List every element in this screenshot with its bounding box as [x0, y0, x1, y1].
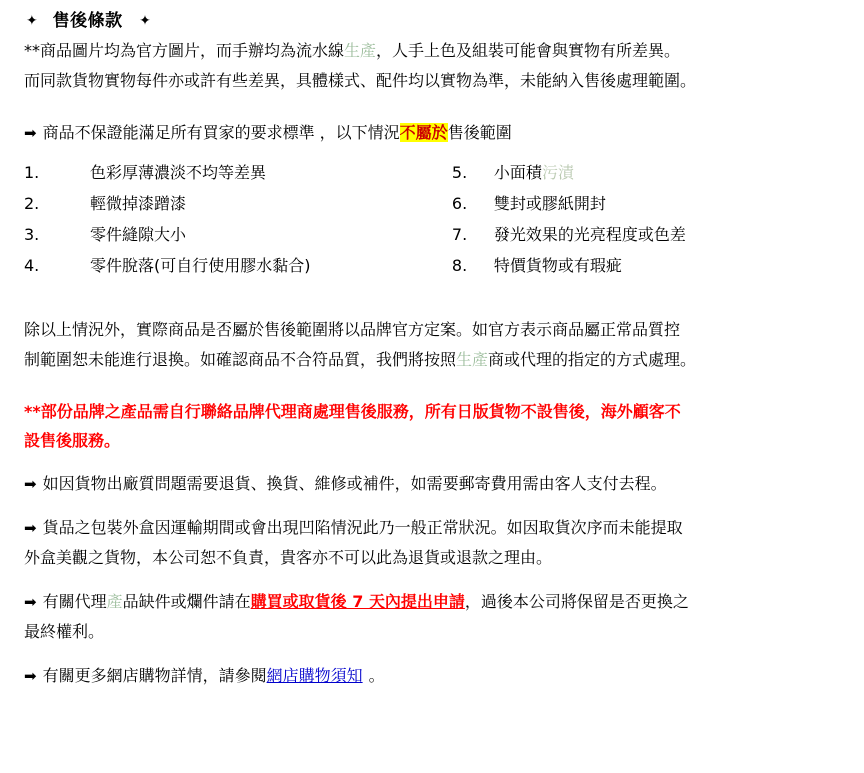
- policy-line2-a: 制範圍恕未能進行退換。如確認商品不合符品質，我們將按照: [24, 350, 457, 369]
- list-item-label: 發光效果的光亮程度或色差: [493, 225, 686, 244]
- list-item: [24, 188, 452, 219]
- list-item: [24, 250, 452, 281]
- policy-line2-b: 商或代理的指定的方式處理。: [488, 350, 697, 369]
- list-item-label: 色彩厚薄濃淡不均等差異: [90, 163, 267, 182]
- spacer: [24, 375, 850, 397]
- list-item-number: 7.: [451, 225, 468, 244]
- list-item: [452, 188, 850, 219]
- diamond-left-icon: ✦: [26, 13, 39, 29]
- note-package-condition: [24, 513, 850, 573]
- policy-paragraph: [24, 315, 850, 375]
- note-agent-missing-parts: [24, 587, 850, 647]
- exclusion-list-left-column: [24, 157, 452, 281]
- list-item-number: 2.: [24, 194, 40, 213]
- note-agent-text-b: 品缺件或爛件請在: [122, 592, 251, 611]
- note-agent-deadline-emphasis: 購買或取貨後 7 天內提出申請: [250, 592, 465, 611]
- list-item: [452, 219, 850, 250]
- note-agent-line2: 最終權利。: [24, 622, 105, 641]
- arrow-right-icon: ➡: [24, 593, 37, 611]
- note-agent-text-a: 有關代理: [42, 592, 107, 611]
- exclusion-list: [24, 157, 850, 281]
- list-item-number: 1.: [24, 163, 40, 182]
- spacer: [24, 455, 850, 469]
- list-item: [452, 250, 850, 281]
- scope-note: [24, 119, 850, 147]
- spacer: [24, 97, 850, 119]
- intro-line1-a: **商品圖片均為官方圖片，而手辦均為流水線: [24, 41, 345, 60]
- policy-line1: 除以上情況外，實際商品是否屬於售後範圍將以品牌官方定案。如官方表示商品屬正常品質控: [24, 320, 681, 339]
- arrow-right-icon: ➡: [24, 519, 37, 537]
- list-item-number: 6.: [451, 194, 468, 213]
- page-title-text: 售後條款: [52, 11, 123, 31]
- shop-guide-link[interactable]: 網店購物須知: [266, 666, 363, 685]
- intro-line1-faded: 生產: [344, 41, 377, 60]
- intro-line2: 而同款貨物實物每件亦或許有些差異，具體樣式、配件均以實物為準，未能納入售後處理範圍。: [24, 71, 697, 90]
- spacer: [24, 573, 850, 587]
- spacer: [24, 281, 850, 315]
- list-item-label: 輕微掉漆蹭漆: [90, 194, 187, 213]
- scope-note-text-b: 售後範圍: [447, 123, 512, 142]
- red-warning-line1: **部份品牌之產品需自行聯絡品牌代理商處理售後服務，所有日版貨物不設售後，海外顧客不: [24, 402, 681, 421]
- list-item-label: 雙封或膠紙開封: [493, 194, 606, 213]
- list-item: [452, 157, 850, 188]
- note-agent-line1: [24, 587, 850, 617]
- note-shipping-cost-text: 如因貨物出廠質問題需要退貨、換貨、維修或補件，如需要郵寄費用需由客人支付去程。: [42, 474, 667, 493]
- page-title: [26, 6, 850, 31]
- spacer: [24, 647, 850, 661]
- note-package-condition-text1: 貨品之包裝外盒因運輸期間或會出現凹陷情況此乃一般正常狀況。如因取貨次序而未能提取: [42, 518, 683, 537]
- list-item-label: [494, 157, 850, 188]
- intro-line1-b: ，人手上色及組裝可能會與實物有所差異。: [376, 41, 681, 60]
- scope-note-text-a: 商品不保證能滿足所有買家的要求標準 ，以下情況: [42, 123, 400, 142]
- note-shop-guide-text-b: 。: [368, 666, 385, 685]
- list-item: [24, 157, 452, 188]
- list-item-label: 零件縫隙大小: [90, 225, 187, 244]
- note-agent-text-c: ，過後本公司將保留是否更換之: [464, 592, 689, 611]
- arrow-right-icon: ➡: [24, 124, 37, 142]
- diamond-right-icon: ✦: [139, 13, 152, 29]
- list-item-number: 3.: [24, 225, 40, 244]
- policy-line2: [24, 345, 850, 375]
- list-item-label-faded: 污漬: [541, 163, 574, 182]
- note-shop-guide: [24, 661, 850, 691]
- list-item-number: 4.: [24, 256, 40, 275]
- list-item-label-a: 小面積: [493, 163, 542, 182]
- note-shipping-cost: [24, 469, 850, 499]
- list-item-number: 5.: [451, 163, 468, 182]
- arrow-right-icon: ➡: [24, 475, 37, 493]
- list-item-label: 特價貨物或有瑕疵: [493, 256, 622, 275]
- note-shop-guide-text-a: 有關更多網店購物詳情，請參閱: [42, 666, 267, 685]
- spacer: [24, 499, 850, 513]
- red-warning-line2: 設售後服務。: [24, 431, 121, 450]
- list-item: [24, 219, 452, 250]
- list-item-number: 8.: [451, 256, 468, 275]
- note-package-condition-line1: [24, 513, 850, 543]
- intro-paragraph-line2: [24, 67, 850, 95]
- red-warning: [24, 397, 850, 455]
- note-agent-text-faded: 產: [106, 592, 123, 611]
- exclusion-list-right-column: [452, 157, 850, 281]
- note-package-condition-line2: 外盒美觀之貨物，本公司恕不負責，貴客亦不可以此為退貨或退款之理由。: [24, 548, 553, 567]
- list-item-label: 零件脫落(可自行使用膠水黏合): [90, 256, 311, 275]
- arrow-right-icon: ➡: [24, 667, 37, 685]
- scope-note-highlight: 不屬於: [399, 123, 448, 142]
- intro-paragraph: [24, 37, 850, 65]
- policy-line2-faded: 生產: [456, 350, 489, 369]
